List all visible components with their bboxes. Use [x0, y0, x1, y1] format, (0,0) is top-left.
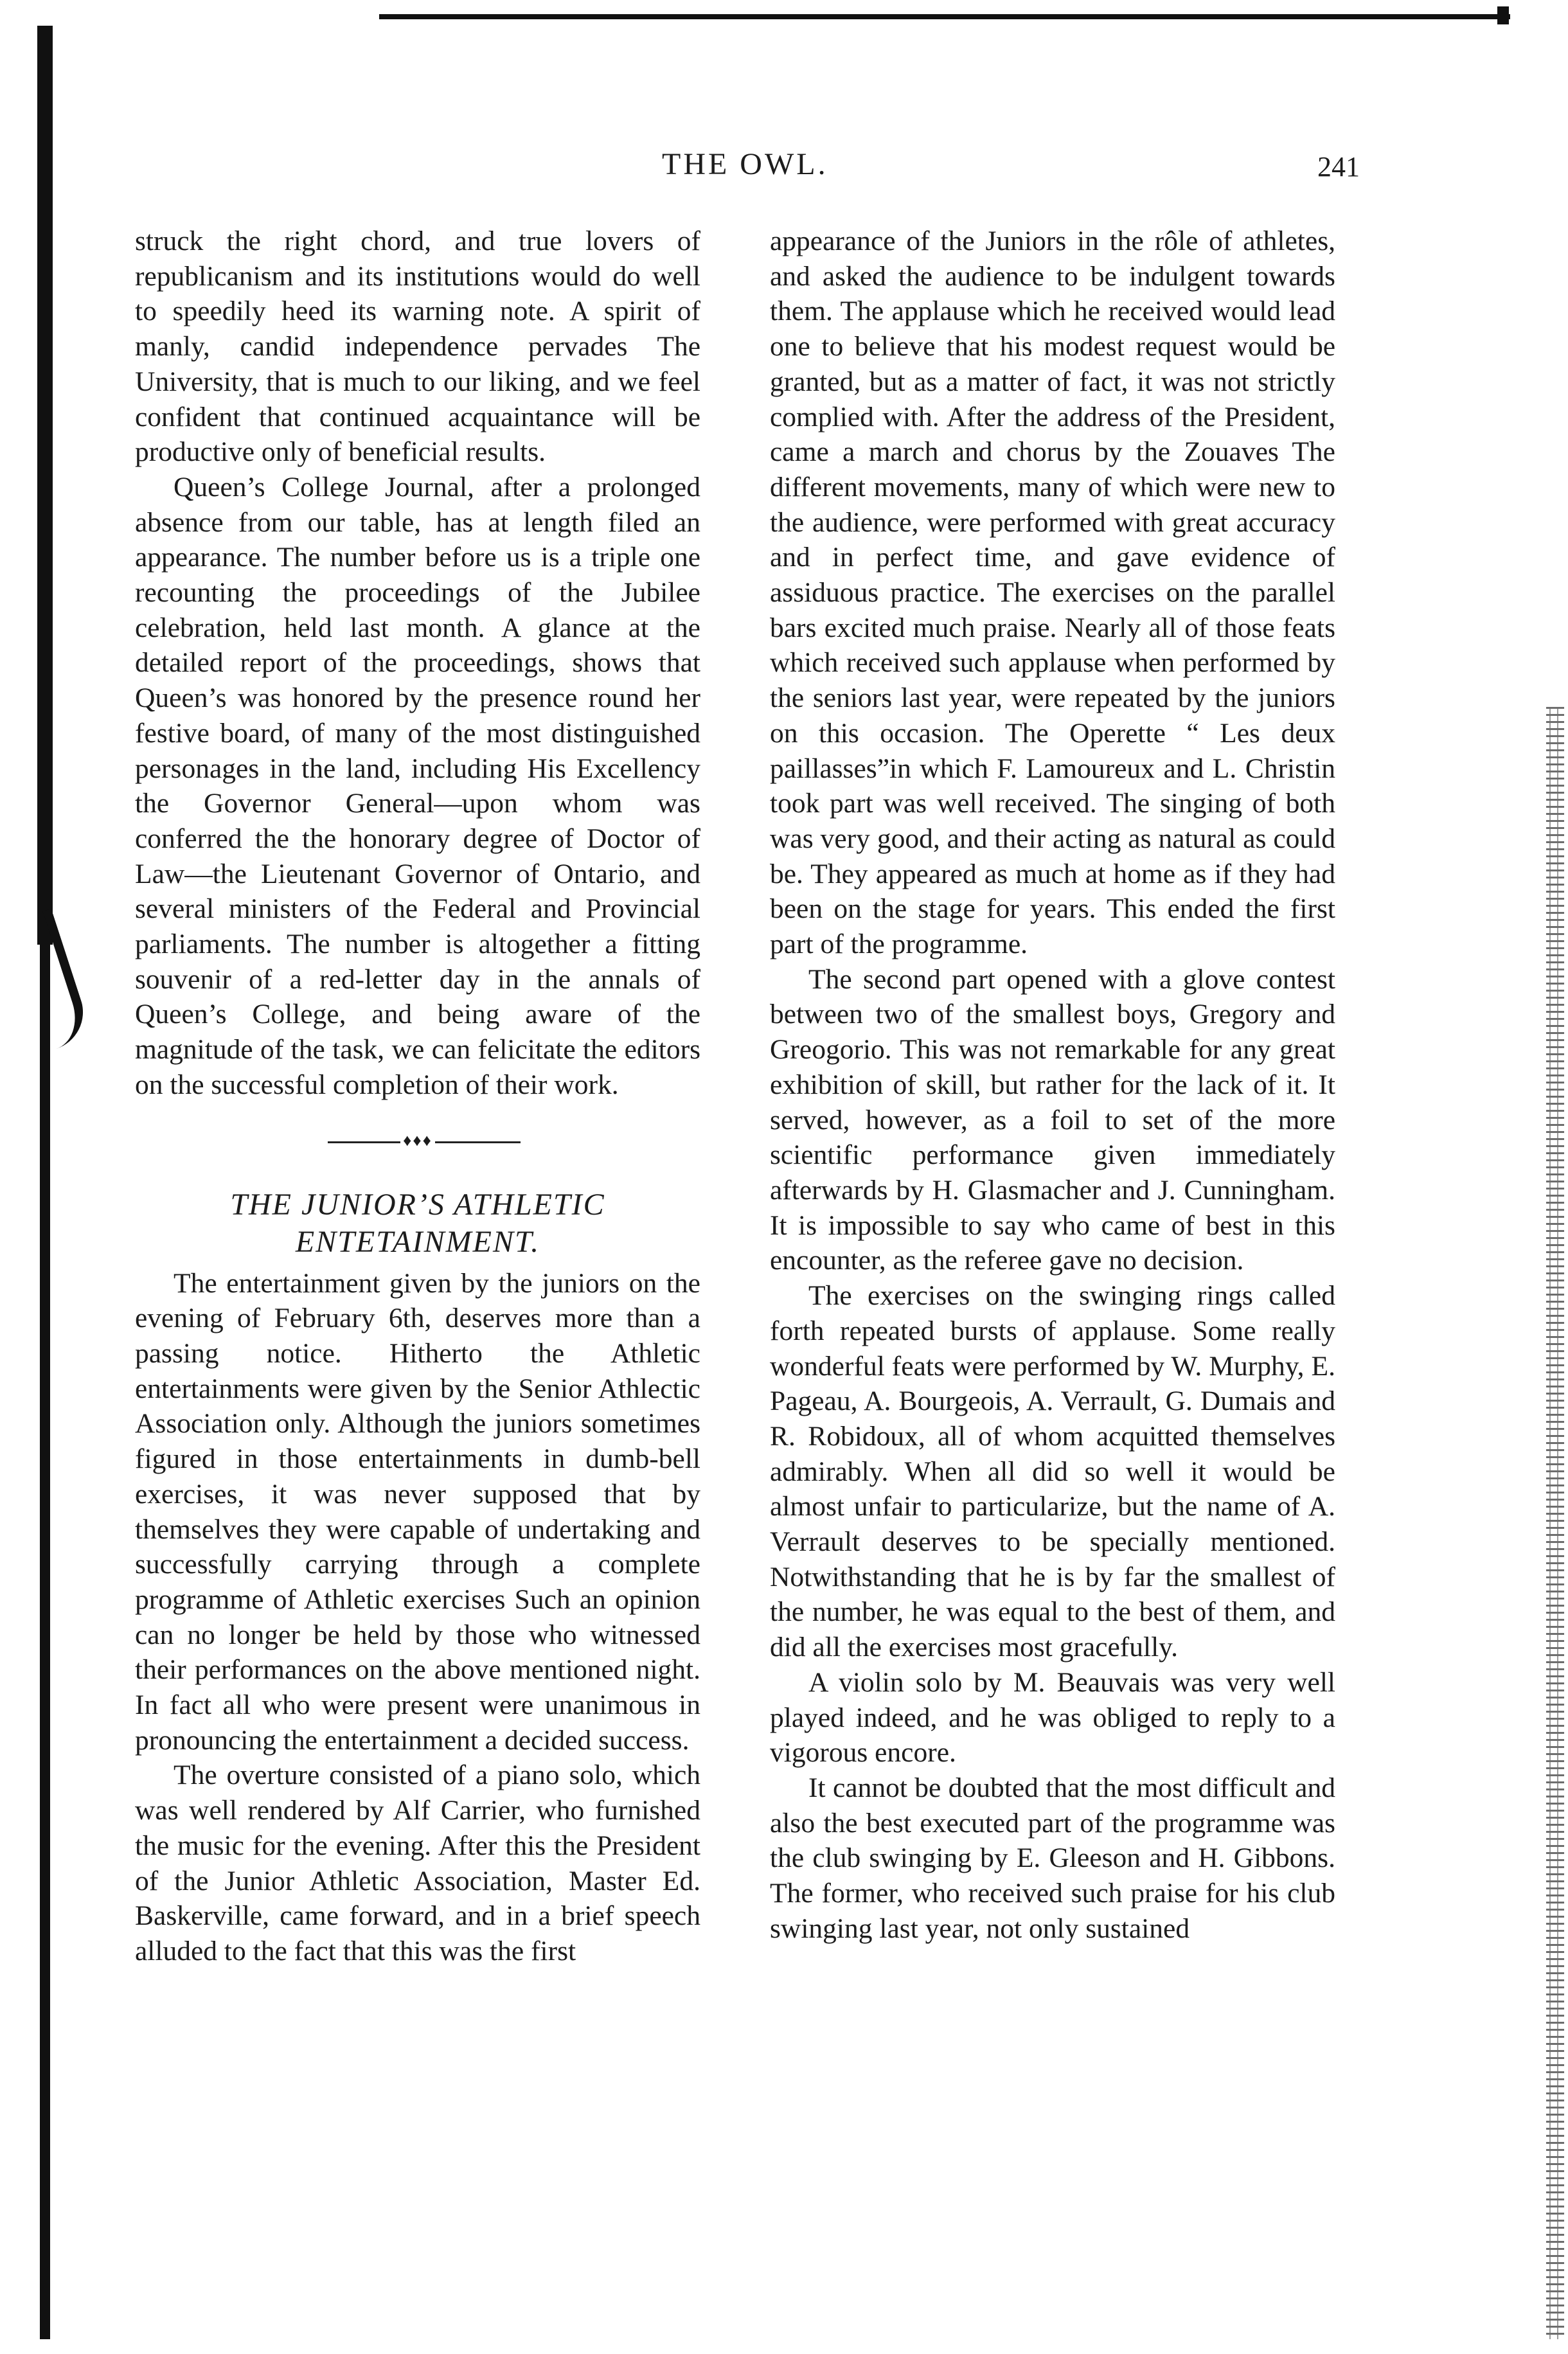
- section-title-line-1: THE JUNIOR’S ATHLETIC: [230, 1187, 605, 1222]
- running-head: [0, 147, 1568, 185]
- section-title-line-2: ENTETAINMENT.: [295, 1224, 540, 1259]
- page-number: 241: [1317, 151, 1360, 183]
- right-page-edge-noise: [1546, 707, 1564, 2339]
- divider-ornament: ♦♦♦: [135, 1131, 700, 1150]
- section-title: [135, 1186, 700, 1261]
- left-column: [135, 224, 700, 1969]
- left-paragraph-3: The entertainment given by the juniors on the evening of February 6th, deserves more than a passing notice. Hitherto the Athletic entertainments were given by the Senior Athlectic Association only. Although the juniors sometimes figured in those entertainments in dumb-bell exercises, it was never supposed that by themselves they were capable of undertaking and successfully carrying through a complete programme of Athletic exercises Such an opinion can no longer be held by those who witnessed their performances on the above mentioned night. In fact all who were present were unanimous in pronouncing the entertainment a decided success.: [135, 1267, 700, 1756]
- top-border-rule-end: [1497, 6, 1509, 24]
- right-paragraph-5: It cannot be doubted that the most difficult and also the best executed part of the programme was the club swinging by E. Gleeson and H. Gibbons. The former, who received such praise for his club swinging last year, not only sustained: [770, 1772, 1335, 1944]
- right-paragraph-3: The exercises on the swinging rings called forth repeated bursts of applause. Some really wonderful feats were performed by W. Murphy, E. Pageau, A. Bourgeois, A. Verrault, G. Dumais and R. Robidoux, all of whom acquitted themselves admirably. When all did so well it would be almost unfair to particularize, but the name of A. Verrault deserves to be specially mentioned. Notwithstanding that he is by far the smallest of the number, he was equal to the best of them, and did all the exercises most gracefully.: [770, 1280, 1335, 1663]
- left-paragraph-4: The overture consisted of a piano solo, which was well rendered by Alf Carrier, who furnished the music for the evening. After this the President of the Junior Athletic Association, Master Ed. Baskerville, came forward, and in a brief speech alluded to the fact that this was the first: [135, 1760, 700, 1966]
- right-column: [770, 224, 1335, 1946]
- journal-name: THE OWL.: [662, 147, 828, 181]
- right-paragraph-4: A violin solo by M. Beauvais was very well played indeed, and he was obliged to reply to a vigorous encore.: [770, 1666, 1335, 1769]
- right-paragraph-1: appearance of the Juniors in the rôle of athletes, and asked the audience to be indulgent towards them. The applause which he received would lead one to believe that his modest request would be granted, but as a matter of fact, it was not strictly complied with. After the address of the President, came a march and chorus by the Zouaves The different movements, many of which were new to the audience, were performed with great accuracy and in perfect time, and gave evidence of assiduous practice. The exercises on the parallel bars excited much praise. Nearly all of those feats which received such applause when performed by the seniors last year, were repeated by the juniors on this occasion. The Operette “ Les deux paillasses”in which F. Lamoureux and L. Christin took part was well received. The singing of both was very good, and their acting as natural as could be. They appeared as much at home as if they had been on the stage for years. This ended the first part of the programme.: [770, 226, 1335, 960]
- left-binding-edge: [40, 26, 50, 2339]
- section-divider: [135, 1116, 700, 1167]
- right-paragraph-2: The second part opened with a glove contest between two of the smallest boys, Gregory and Greogorio. This was not remarkable for any great exhibition of skill, but rather for the lack of it. It served, however, as a foil to set of the more scientific performance given immediately afterwards by H. Glasmacher and J. Cunningham. It is impossible to say who came of best in this encounter, as the referee gave no decision.: [770, 963, 1335, 1276]
- left-page-curl-mark: [6, 909, 93, 1052]
- left-paragraph-1: struck the right chord, and true lovers of republicanism and its institutions would do well to speedily heed its warning note. A spirit of manly, candid independence pervades The University, that is much to our liking, and we feel confident that continued acquaintance will be productive only of beneficial results.: [135, 226, 700, 468]
- top-border-rule: [379, 14, 1510, 19]
- left-paragraph-2: Queen’s College Journal, after a prolonged absence from our table, has at length filed an appearance. The number before us is a triple one recounting the proceedings of the Jubilee celebration, held last month. A glance at the detailed report of the proceedings, shows that Queen’s was honored by the presence round her festive board, of many of the most distinguished personages in the land, including His Excellency the Governor General—upon whom was conferred the the honorary degree of Doctor of Law—the Lieutenant Governor of Ontario, and several ministers of the Federal and Provincial parliaments. The number is altogether a fitting souvenir of a red-letter day in the annals of Queen’s College, and being aware of the magnitude of the task, we can felicitate the editors on the successful completion of their work.: [135, 471, 700, 1100]
